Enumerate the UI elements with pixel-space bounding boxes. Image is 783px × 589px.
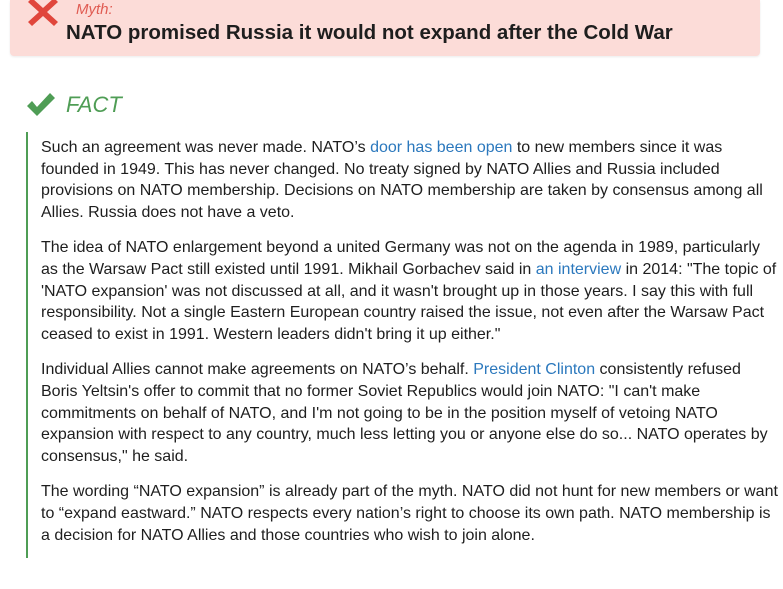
fact-paragraph-3 xyxy=(41,359,781,467)
fact-label: FACT xyxy=(66,92,122,117)
cross-icon xyxy=(26,0,60,28)
paragraph-text: to new members since it was founded in 1949. This has never changed. No treaty signed by NATO Allies and Russia included provisions on NATO membership. Decisions on NATO membership are taken by consensus among all Allies. Russia does not have a veto. xyxy=(41,139,763,221)
paragraph-text: consistently refused Boris Yeltsin's offer to commit that no former Soviet Republics would join NATO: "I can't make commitments on behalf of NATO, and I'm not going to be in the position myself of vetoing NATO expansion with respect to any country, much less letting you or anyone else do so... NATO operates by consensus," he said. xyxy=(41,361,768,465)
checkmark-icon xyxy=(26,92,56,118)
fact-paragraph-1 xyxy=(41,137,781,223)
president-clinton-link[interactable]: President Clinton xyxy=(473,361,596,379)
paragraph-text: Such an agreement was never made. NATO’s xyxy=(41,139,371,156)
fact-paragraph-2 xyxy=(41,237,781,345)
myth-statement: NATO promised Russia it would not expand after the Cold War xyxy=(66,21,673,44)
paragraph-text: The idea of NATO enlargement beyond a united Germany was not on the agenda in 1989, particularly as the Warsaw Pact still existed until 1991. Mikhail Gorbachev said in xyxy=(41,239,760,278)
myth-banner xyxy=(10,0,760,56)
paragraph-text: in 2014: "The topic of 'NATO expansion' was not discussed at all, and it wasn't brought up in those years. I say this with full responsibility. Not a single Eastern European country raised the issue, not even after the Warsaw Pact ceased to exist in 1991. Western leaders didn't bring it up either." xyxy=(41,260,777,343)
interview-link[interactable]: an interview xyxy=(535,260,622,278)
paragraph-text: The wording “NATO expansion” is already part of the myth. NATO did not hunt for new members or want to “expand eastward.” NATO respects every nation’s right to choose its own path. NATO membership is a decision for NATO Allies and those countries who wish to join alone. xyxy=(41,483,778,544)
myth-label: Myth: xyxy=(76,1,113,18)
paragraph-text: Individual Allies cannot make agreements on NATO’s behalf. xyxy=(41,361,474,379)
fact-paragraph-4 xyxy=(41,481,781,546)
door-open-link[interactable]: door has been open xyxy=(370,139,513,156)
fact-body xyxy=(26,132,783,558)
